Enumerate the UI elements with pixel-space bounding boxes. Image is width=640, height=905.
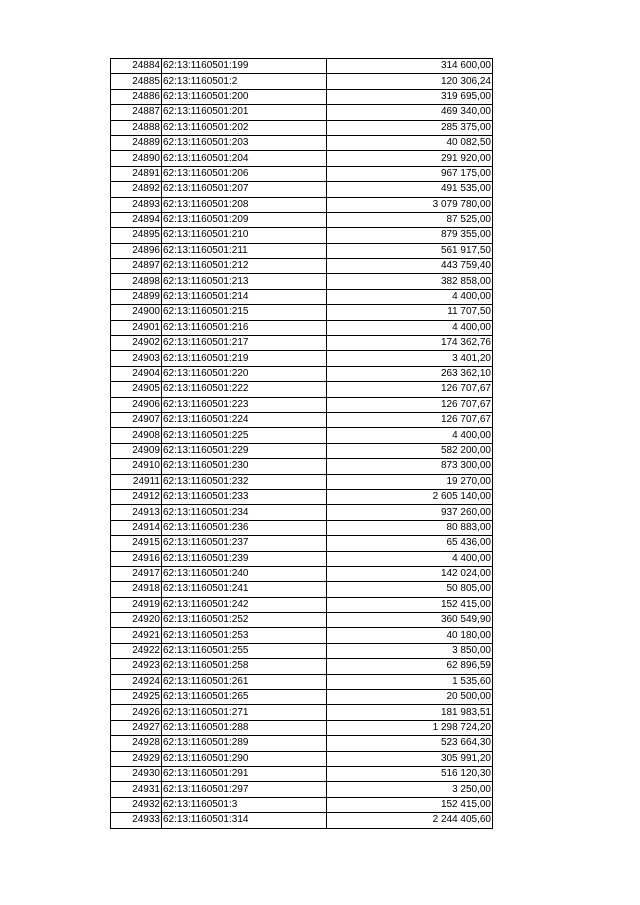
- cadastral-number-cell: 62:13:1160501:220: [162, 366, 327, 381]
- value-cell: 319 695,00: [327, 89, 493, 104]
- row-number-cell: 24929: [111, 751, 162, 766]
- table-row: [111, 412, 493, 427]
- table-row: [111, 382, 493, 397]
- cadastral-number-cell: 62:13:1160501:200: [162, 89, 327, 104]
- table-row: [111, 736, 493, 751]
- row-number-cell: 24931: [111, 782, 162, 797]
- value-cell: 314 600,00: [327, 59, 493, 74]
- cadastral-number-cell: 62:13:1160501:225: [162, 428, 327, 443]
- cadastral-number-cell: 62:13:1160501:219: [162, 351, 327, 366]
- row-number-cell: 24925: [111, 690, 162, 705]
- table-row: [111, 505, 493, 520]
- row-number-cell: 24886: [111, 89, 162, 104]
- table-row: [111, 443, 493, 458]
- row-number-cell: 24898: [111, 274, 162, 289]
- cadastral-number-cell: 62:13:1160501:240: [162, 566, 327, 581]
- cadastral-number-cell: 62:13:1160501:204: [162, 151, 327, 166]
- row-number-cell: 24920: [111, 613, 162, 628]
- row-number-cell: 24933: [111, 813, 162, 828]
- cadastral-number-cell: 62:13:1160501:3: [162, 797, 327, 812]
- value-cell: 4 400,00: [327, 551, 493, 566]
- row-number-cell: 24900: [111, 305, 162, 320]
- cadastral-number-cell: 62:13:1160501:211: [162, 243, 327, 258]
- table-row: [111, 797, 493, 812]
- table-row: [111, 120, 493, 135]
- row-number-cell: 24932: [111, 797, 162, 812]
- value-cell: 263 362,10: [327, 366, 493, 381]
- value-cell: 80 883,00: [327, 520, 493, 535]
- table-row: [111, 782, 493, 797]
- row-number-cell: 24889: [111, 135, 162, 150]
- cadastral-number-cell: 62:13:1160501:212: [162, 259, 327, 274]
- value-cell: 181 983,51: [327, 705, 493, 720]
- cadastral-number-cell: 62:13:1160501:216: [162, 320, 327, 335]
- row-number-cell: 24899: [111, 289, 162, 304]
- cadastral-number-cell: 62:13:1160501:201: [162, 105, 327, 120]
- cadastral-number-cell: 62:13:1160501:289: [162, 736, 327, 751]
- value-cell: 516 120,30: [327, 766, 493, 781]
- row-number-cell: 24892: [111, 182, 162, 197]
- cadastral-number-cell: 62:13:1160501:232: [162, 474, 327, 489]
- cadastral-number-cell: 62:13:1160501:213: [162, 274, 327, 289]
- table-row: [111, 197, 493, 212]
- row-number-cell: 24915: [111, 536, 162, 551]
- table-body: [111, 59, 493, 829]
- value-cell: 4 400,00: [327, 428, 493, 443]
- cadastral-number-cell: 62:13:1160501:229: [162, 443, 327, 458]
- row-number-cell: 24926: [111, 705, 162, 720]
- row-number-cell: 24921: [111, 628, 162, 643]
- value-cell: 967 175,00: [327, 166, 493, 181]
- row-number-cell: 24896: [111, 243, 162, 258]
- row-number-cell: 24909: [111, 443, 162, 458]
- row-number-cell: 24924: [111, 674, 162, 689]
- table-row: [111, 751, 493, 766]
- table-row: [111, 228, 493, 243]
- value-cell: 62 896,59: [327, 659, 493, 674]
- table-row: [111, 613, 493, 628]
- row-number-cell: 24901: [111, 320, 162, 335]
- value-cell: 87 525,00: [327, 212, 493, 227]
- value-cell: 3 850,00: [327, 643, 493, 658]
- table-row: [111, 813, 493, 828]
- value-cell: 3 250,00: [327, 782, 493, 797]
- table-row: [111, 520, 493, 535]
- table-row: [111, 74, 493, 89]
- row-number-cell: 24916: [111, 551, 162, 566]
- table-row: [111, 659, 493, 674]
- value-cell: 11 707,50: [327, 305, 493, 320]
- table-row: [111, 289, 493, 304]
- cadastral-number-cell: 62:13:1160501:255: [162, 643, 327, 658]
- table-row: [111, 259, 493, 274]
- row-number-cell: 24911: [111, 474, 162, 489]
- cadastral-number-cell: 62:13:1160501:207: [162, 182, 327, 197]
- cadastral-number-cell: 62:13:1160501:234: [162, 505, 327, 520]
- table-row: [111, 105, 493, 120]
- value-cell: 1 535,60: [327, 674, 493, 689]
- value-cell: 40 082,50: [327, 135, 493, 150]
- row-number-cell: 24906: [111, 397, 162, 412]
- value-cell: 4 400,00: [327, 320, 493, 335]
- table-row: [111, 566, 493, 581]
- table-row: [111, 489, 493, 504]
- table-row: [111, 243, 493, 258]
- table-row: [111, 690, 493, 705]
- cadastral-number-cell: 62:13:1160501:291: [162, 766, 327, 781]
- cadastral-number-cell: 62:13:1160501:223: [162, 397, 327, 412]
- value-cell: 491 535,00: [327, 182, 493, 197]
- cadastral-number-cell: 62:13:1160501:199: [162, 59, 327, 74]
- value-cell: 65 436,00: [327, 536, 493, 551]
- cadastral-number-cell: 62:13:1160501:239: [162, 551, 327, 566]
- value-cell: 126 707,67: [327, 397, 493, 412]
- value-cell: 360 549,90: [327, 613, 493, 628]
- value-cell: 469 340,00: [327, 105, 493, 120]
- cadastral-number-cell: 62:13:1160501:265: [162, 690, 327, 705]
- row-number-cell: 24895: [111, 228, 162, 243]
- table-row: [111, 336, 493, 351]
- cadastral-value-table: [110, 58, 493, 829]
- table-row: [111, 151, 493, 166]
- row-number-cell: 24905: [111, 382, 162, 397]
- table-row: [111, 674, 493, 689]
- value-cell: 3 401,20: [327, 351, 493, 366]
- row-number-cell: 24884: [111, 59, 162, 74]
- row-number-cell: 24923: [111, 659, 162, 674]
- row-number-cell: 24894: [111, 212, 162, 227]
- row-number-cell: 24922: [111, 643, 162, 658]
- table-row: [111, 320, 493, 335]
- table-row: [111, 274, 493, 289]
- row-number-cell: 24908: [111, 428, 162, 443]
- table-row: [111, 212, 493, 227]
- row-number-cell: 24887: [111, 105, 162, 120]
- value-cell: 443 759,40: [327, 259, 493, 274]
- cadastral-number-cell: 62:13:1160501:209: [162, 212, 327, 227]
- table-row: [111, 459, 493, 474]
- value-cell: 305 991,20: [327, 751, 493, 766]
- table-row: [111, 166, 493, 181]
- table-row: [111, 135, 493, 150]
- row-number-cell: 24885: [111, 74, 162, 89]
- value-cell: 40 180,00: [327, 628, 493, 643]
- cadastral-number-cell: 62:13:1160501:237: [162, 536, 327, 551]
- table-row: [111, 351, 493, 366]
- row-number-cell: 24913: [111, 505, 162, 520]
- cadastral-number-cell: 62:13:1160501:261: [162, 674, 327, 689]
- row-number-cell: 24930: [111, 766, 162, 781]
- cadastral-number-cell: 62:13:1160501:253: [162, 628, 327, 643]
- cadastral-number-cell: 62:13:1160501:215: [162, 305, 327, 320]
- cadastral-number-cell: 62:13:1160501:252: [162, 613, 327, 628]
- cadastral-number-cell: 62:13:1160501:258: [162, 659, 327, 674]
- cadastral-number-cell: 62:13:1160501:210: [162, 228, 327, 243]
- value-cell: 382 858,00: [327, 274, 493, 289]
- value-cell: 937 260,00: [327, 505, 493, 520]
- row-number-cell: 24888: [111, 120, 162, 135]
- row-number-cell: 24903: [111, 351, 162, 366]
- row-number-cell: 24897: [111, 259, 162, 274]
- row-number-cell: 24928: [111, 736, 162, 751]
- value-cell: 1 298 724,20: [327, 720, 493, 735]
- table-row: [111, 597, 493, 612]
- table-row: [111, 59, 493, 74]
- cadastral-number-cell: 62:13:1160501:290: [162, 751, 327, 766]
- cadastral-number-cell: 62:13:1160501:217: [162, 336, 327, 351]
- row-number-cell: 24912: [111, 489, 162, 504]
- cadastral-number-cell: 62:13:1160501:222: [162, 382, 327, 397]
- row-number-cell: 24893: [111, 197, 162, 212]
- row-number-cell: 24907: [111, 412, 162, 427]
- row-number-cell: 24891: [111, 166, 162, 181]
- cadastral-number-cell: 62:13:1160501:230: [162, 459, 327, 474]
- row-number-cell: 24918: [111, 582, 162, 597]
- cadastral-number-cell: 62:13:1160501:233: [162, 489, 327, 504]
- cadastral-number-cell: 62:13:1160501:2: [162, 74, 327, 89]
- value-cell: 120 306,24: [327, 74, 493, 89]
- row-number-cell: 24904: [111, 366, 162, 381]
- cadastral-number-cell: 62:13:1160501:214: [162, 289, 327, 304]
- cadastral-number-cell: 62:13:1160501:314: [162, 813, 327, 828]
- table-row: [111, 720, 493, 735]
- table-row: [111, 643, 493, 658]
- cadastral-number-cell: 62:13:1160501:288: [162, 720, 327, 735]
- cadastral-number-cell: 62:13:1160501:236: [162, 520, 327, 535]
- value-cell: 126 707,67: [327, 412, 493, 427]
- value-cell: 4 400,00: [327, 289, 493, 304]
- cadastral-number-cell: 62:13:1160501:203: [162, 135, 327, 150]
- value-cell: 174 362,76: [327, 336, 493, 351]
- value-cell: 879 355,00: [327, 228, 493, 243]
- table-row: [111, 182, 493, 197]
- table-row: [111, 366, 493, 381]
- row-number-cell: 24910: [111, 459, 162, 474]
- cadastral-number-cell: 62:13:1160501:242: [162, 597, 327, 612]
- row-number-cell: 24914: [111, 520, 162, 535]
- cadastral-number-cell: 62:13:1160501:271: [162, 705, 327, 720]
- value-cell: 3 079 780,00: [327, 197, 493, 212]
- cadastral-number-cell: 62:13:1160501:206: [162, 166, 327, 181]
- value-cell: 19 270,00: [327, 474, 493, 489]
- value-cell: 561 917,50: [327, 243, 493, 258]
- table-row: [111, 397, 493, 412]
- cadastral-number-cell: 62:13:1160501:202: [162, 120, 327, 135]
- table-row: [111, 474, 493, 489]
- row-number-cell: 24927: [111, 720, 162, 735]
- table-row: [111, 705, 493, 720]
- table-row: [111, 766, 493, 781]
- table-row: [111, 582, 493, 597]
- value-cell: 50 805,00: [327, 582, 493, 597]
- row-number-cell: 24902: [111, 336, 162, 351]
- cadastral-number-cell: 62:13:1160501:208: [162, 197, 327, 212]
- value-cell: 20 500,00: [327, 690, 493, 705]
- value-cell: 285 375,00: [327, 120, 493, 135]
- value-cell: 291 920,00: [327, 151, 493, 166]
- cadastral-number-cell: 62:13:1160501:241: [162, 582, 327, 597]
- value-cell: 582 200,00: [327, 443, 493, 458]
- value-cell: 523 664,30: [327, 736, 493, 751]
- table-row: [111, 536, 493, 551]
- table-row: [111, 628, 493, 643]
- row-number-cell: 24919: [111, 597, 162, 612]
- table-row: [111, 305, 493, 320]
- value-cell: 2 244 405,60: [327, 813, 493, 828]
- value-cell: 152 415,00: [327, 797, 493, 812]
- value-cell: 126 707,67: [327, 382, 493, 397]
- table-row: [111, 551, 493, 566]
- value-cell: 2 605 140,00: [327, 489, 493, 504]
- cadastral-number-cell: 62:13:1160501:224: [162, 412, 327, 427]
- value-cell: 142 024,00: [327, 566, 493, 581]
- table-row: [111, 89, 493, 104]
- row-number-cell: 24917: [111, 566, 162, 581]
- value-cell: 152 415,00: [327, 597, 493, 612]
- value-cell: 873 300,00: [327, 459, 493, 474]
- row-number-cell: 24890: [111, 151, 162, 166]
- table-row: [111, 428, 493, 443]
- cadastral-number-cell: 62:13:1160501:297: [162, 782, 327, 797]
